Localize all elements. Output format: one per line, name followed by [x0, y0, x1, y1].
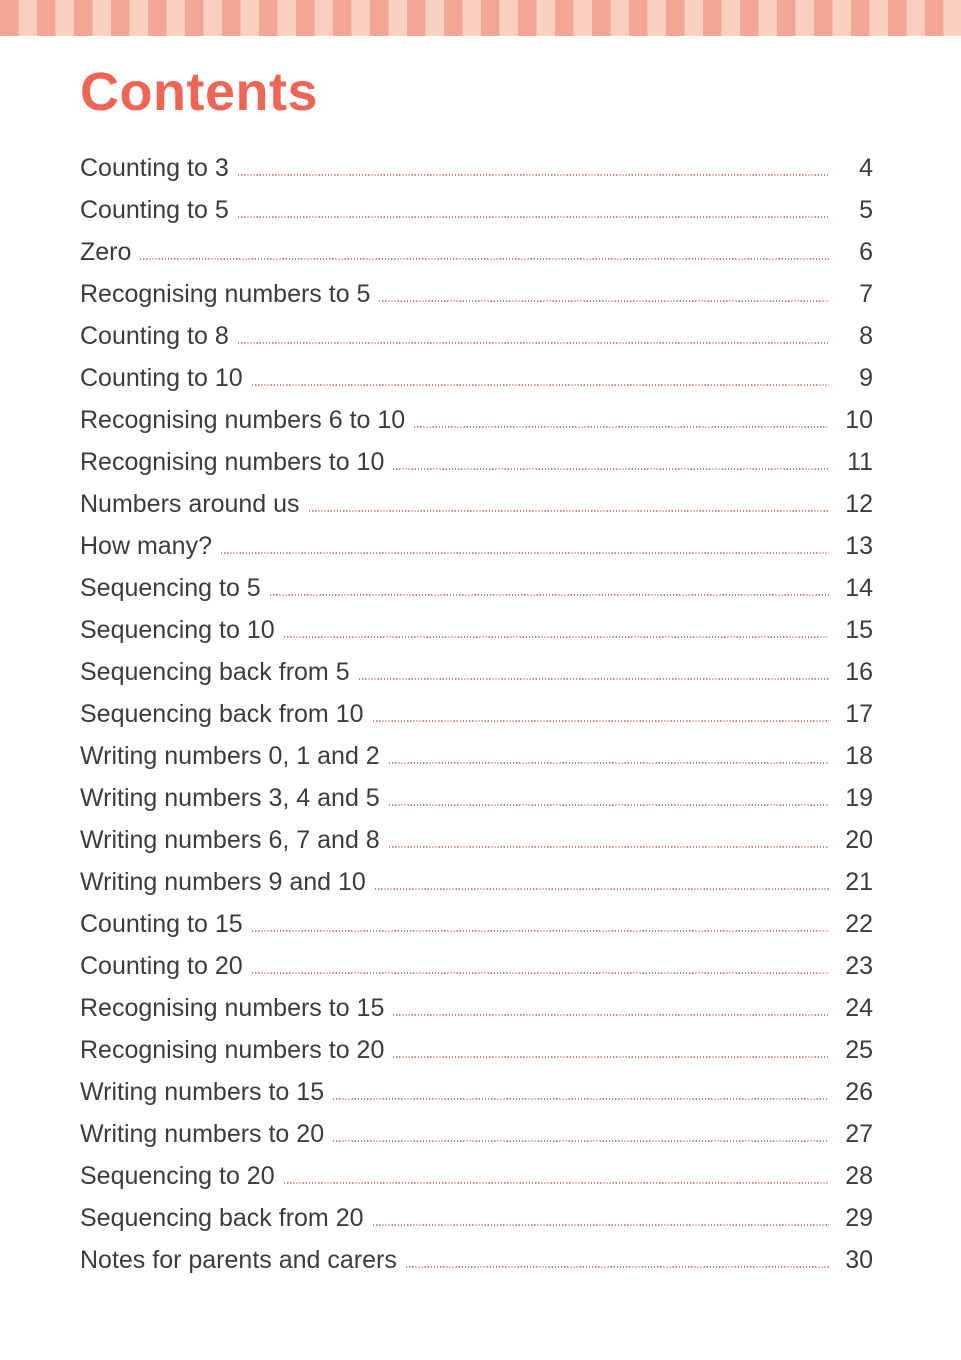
toc-entry — [80, 735, 873, 777]
toc-entry — [80, 945, 873, 987]
toc-entry-page: 16 — [845, 658, 873, 686]
toc-entry-label: Zero — [80, 238, 132, 266]
toc-leader-dots — [309, 510, 829, 512]
toc-leader-dots — [393, 1014, 829, 1016]
toc-entry-label: Recognising numbers to 5 — [80, 280, 371, 308]
toc-entry — [80, 1113, 873, 1155]
toc-leader-dots — [333, 1098, 829, 1100]
toc-entry — [80, 231, 873, 273]
toc-entry-page: 9 — [859, 364, 873, 392]
toc-entry — [80, 609, 873, 651]
toc-entry-page: 28 — [845, 1162, 873, 1190]
toc-leader-dots — [333, 1140, 829, 1142]
toc-leader-dots — [252, 384, 829, 386]
toc-entry — [80, 1197, 873, 1239]
toc-entry-label: Writing numbers 3, 4 and 5 — [80, 784, 380, 812]
toc-entry-label: Numbers around us — [80, 490, 300, 518]
toc-entry-page: 29 — [845, 1204, 873, 1232]
toc-entry-page: 19 — [845, 784, 873, 812]
toc-leader-dots — [284, 636, 829, 638]
toc-entry — [80, 147, 873, 189]
toc-leader-dots — [238, 342, 829, 344]
toc-entry-label: Counting to 5 — [80, 196, 229, 224]
toc-entry — [80, 483, 873, 525]
toc-leader-dots — [284, 1182, 829, 1184]
toc-entry-page: 14 — [845, 574, 873, 602]
toc-entry — [80, 315, 873, 357]
toc-leader-dots — [238, 174, 829, 176]
striped-header-band — [0, 0, 961, 36]
toc-entry — [80, 357, 873, 399]
toc-entry — [80, 567, 873, 609]
toc-entry — [80, 1155, 873, 1197]
toc-entry-label: Writing numbers to 15 — [80, 1078, 325, 1106]
toc-leader-dots — [270, 594, 829, 596]
toc-entry-page: 13 — [845, 532, 873, 560]
toc-leader-dots — [359, 678, 829, 680]
toc-entry — [80, 903, 873, 945]
toc-entry — [80, 525, 873, 567]
toc-entry-label: Recognising numbers 6 to 10 — [80, 406, 406, 434]
toc-entry-page: 8 — [859, 322, 873, 350]
toc-entry-page: 24 — [845, 994, 873, 1022]
toc-entry — [80, 777, 873, 819]
toc-entry-page: 22 — [845, 910, 873, 938]
toc-entry-page: 5 — [859, 196, 873, 224]
toc-entry — [80, 819, 873, 861]
toc-leader-dots — [373, 1224, 829, 1226]
toc-entry-page: 17 — [845, 700, 873, 728]
toc-entry-page: 26 — [845, 1078, 873, 1106]
toc-entry-page: 4 — [859, 154, 873, 182]
toc-leader-dots — [252, 972, 829, 974]
toc-entry-page: 23 — [845, 952, 873, 980]
toc-leader-dots — [221, 552, 829, 554]
toc-entry-label: Counting to 10 — [80, 364, 243, 392]
toc-entry — [80, 1029, 873, 1071]
toc-leader-dots — [389, 762, 829, 764]
toc-entry-label: Counting to 20 — [80, 952, 243, 980]
toc-entry — [80, 1239, 873, 1281]
toc-entry-label: Sequencing to 5 — [80, 574, 261, 602]
toc-entry-label: Sequencing back from 5 — [80, 658, 350, 686]
toc-entry-label: Writing numbers 6, 7 and 8 — [80, 826, 380, 854]
toc-entry-label: Counting to 3 — [80, 154, 229, 182]
toc-leader-dots — [140, 258, 829, 260]
toc-entry — [80, 189, 873, 231]
toc-leader-dots — [393, 468, 829, 470]
toc-entry-page: 10 — [845, 406, 873, 434]
toc-entry-label: Writing numbers 0, 1 and 2 — [80, 742, 380, 770]
toc-leader-dots — [414, 426, 829, 428]
toc-entry-label: How many? — [80, 532, 212, 560]
toc-entry-label: Sequencing to 10 — [80, 616, 275, 644]
toc-entry-page: 30 — [845, 1246, 873, 1274]
toc-entry — [80, 651, 873, 693]
toc-entry-label: Sequencing back from 10 — [80, 700, 364, 728]
toc-entry-label: Sequencing back from 20 — [80, 1204, 364, 1232]
toc-entry — [80, 1071, 873, 1113]
toc-entry-page: 21 — [845, 868, 873, 896]
toc-entry-page: 18 — [845, 742, 873, 770]
toc-entry-page: 20 — [845, 826, 873, 854]
toc-entry — [80, 273, 873, 315]
toc-entry — [80, 861, 873, 903]
toc-entry-page: 27 — [845, 1120, 873, 1148]
toc-entry — [80, 987, 873, 1029]
toc-entry — [80, 441, 873, 483]
toc-entry-label: Recognising numbers to 20 — [80, 1036, 385, 1064]
toc-entry-page: 25 — [845, 1036, 873, 1064]
toc-leader-dots — [406, 1266, 829, 1268]
toc-entry-label: Counting to 8 — [80, 322, 229, 350]
toc-entry-page: 7 — [859, 280, 873, 308]
toc-leader-dots — [238, 216, 829, 218]
toc-entry-label: Recognising numbers to 15 — [80, 994, 385, 1022]
toc-leader-dots — [375, 888, 829, 890]
toc-entry-label: Recognising numbers to 10 — [80, 448, 385, 476]
toc-entry-label: Writing numbers 9 and 10 — [80, 868, 366, 896]
toc-leader-dots — [389, 846, 829, 848]
toc-entry — [80, 399, 873, 441]
toc-leader-dots — [373, 720, 829, 722]
page-title: Contents — [80, 62, 318, 122]
toc-entry — [80, 693, 873, 735]
toc-leader-dots — [379, 300, 829, 302]
toc-leader-dots — [252, 930, 829, 932]
toc-leader-dots — [389, 804, 829, 806]
table-of-contents — [80, 147, 873, 1281]
toc-entry-page: 15 — [845, 616, 873, 644]
toc-entry-page: 12 — [845, 490, 873, 518]
toc-entry-label: Writing numbers to 20 — [80, 1120, 325, 1148]
toc-leader-dots — [393, 1056, 829, 1058]
toc-entry-page: 6 — [859, 238, 873, 266]
toc-entry-page: 11 — [847, 448, 873, 476]
toc-entry-label: Counting to 15 — [80, 910, 243, 938]
toc-entry-label: Sequencing to 20 — [80, 1162, 275, 1190]
toc-entry-label: Notes for parents and carers — [80, 1246, 397, 1274]
